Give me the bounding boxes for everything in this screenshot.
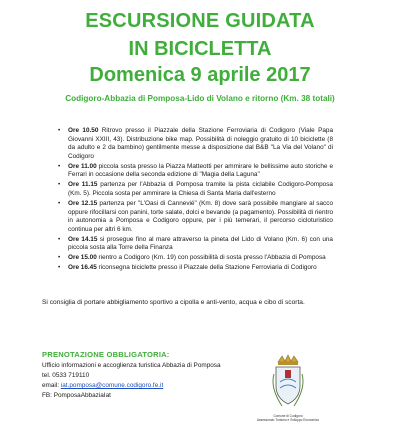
schedule-text: partenza per "L'Oasi di Cannevié" (Km. 8) dove sarà possibile mangiare al sacco oppure rifocillarsi con panini, torte salate, dolci e bevande (a pagamento). Possibilità di rientro in autonomia a Pomposa e Codigoro oppure, per i più temerari, il percorso cicloturistico continua per altri 6 km. (68, 199, 334, 233)
schedule-item (58, 163, 333, 180)
bullet-icon: • (58, 264, 61, 272)
schedule-time: Ore 12.15 (68, 199, 98, 207)
bullet-icon: • (58, 254, 61, 262)
schedule-time: Ore 11.00 (68, 162, 97, 170)
bullet-icon: • (58, 162, 61, 170)
schedule-text: partenza per l'Abbazia di Pomposa tramite la pista ciclabile Codigoro-Pomposa (Km. 5). Piccola sosta per ammirare la Chiesa di Santa Maria dall'esterno (68, 181, 333, 197)
event-title-line1: ESCURSIONE GUIDATA (85, 10, 315, 32)
bullet-icon: • (58, 235, 61, 243)
schedule-item (58, 127, 333, 161)
schedule-text: Ritrovo presso il Piazzale della Stazione Ferroviaria di Codigoro (Viale Papa Giovanni XXIII, 43). Distribuzione bike map. Possibilità di noleggio gratuito di 10 biciclette (8 da adulto e 2 da bambino) gentilmente messe a disposizione dal B&B "La Via del Volano" di Codigoro (68, 127, 333, 160)
clothing-advice: Si consiglia di portare abbigliamento sportivo a cipolla e anti-vento, acqua e cibo di scorta. (42, 299, 305, 306)
schedule-text: piccola sosta presso la Piazza Matteotti per ammirare le bellissime auto storiche e Ferrari in occasione della seconda edizione di "Magia della Laguna" (68, 162, 333, 179)
email-label: email: (42, 382, 61, 389)
schedule-list (58, 127, 333, 274)
schedule-time: Ore 16.45 (68, 264, 97, 272)
booking-heading: PRENOTAZIONE OBBLIGATORIA: (42, 350, 170, 359)
schedule-text: rientro a Codigoro (Km. 19) con possibilità di sosta presso l'Abbazia di Pomposa (96, 254, 326, 262)
schedule-item (58, 200, 333, 234)
email-link[interactable]: iat.pomposa@comune.codigoro.fe.it (60, 382, 164, 389)
event-title-line2: IN BICICLETTA (128, 38, 272, 60)
municipal-crest-icon (268, 352, 308, 412)
schedule-time: Ore 11.15 (68, 181, 98, 189)
schedule-time: Ore 14.15 (68, 235, 98, 243)
phone-number: tel. 0533 719110 (42, 372, 90, 379)
route-subtitle: Codigoro-Abbazia di Pomposa-Lido di Volano e ritorno (Km. 38 totali) (65, 94, 335, 103)
facebook-page: FB: PomposaAbbaziaIat (42, 392, 111, 399)
tourist-office-name: Ufficio informazioni e accoglienza turistica Abbazia di Pomposa (42, 362, 221, 369)
schedule-item (58, 254, 333, 263)
bullet-icon: • (58, 181, 61, 189)
event-date: Domenica 9 aprile 2017 (89, 64, 311, 86)
schedule-item (58, 181, 333, 198)
schedule-item (58, 264, 333, 273)
crest-caption-line2: Assessorato Turismo e Sviluppo Economico (256, 418, 320, 422)
bullet-icon: • (58, 199, 61, 207)
schedule-text: riconsegna biciclette presso il Piazzale della Stazione Ferroviaria di Codigoro (96, 264, 317, 272)
schedule-item (58, 236, 333, 253)
email-line (42, 382, 163, 390)
schedule-time: Ore 15.00 (68, 254, 97, 262)
schedule-text: si prosegue fino al mare attraverso la pineta del Lido di Volano (Km. 6) con una piccola sosta alla Torre della Finanza (68, 235, 333, 252)
bullet-icon: • (58, 127, 61, 134)
schedule-time: Ore 10.50 (68, 127, 99, 134)
crest-caption-line1: Comune di Codigoro (273, 414, 303, 418)
